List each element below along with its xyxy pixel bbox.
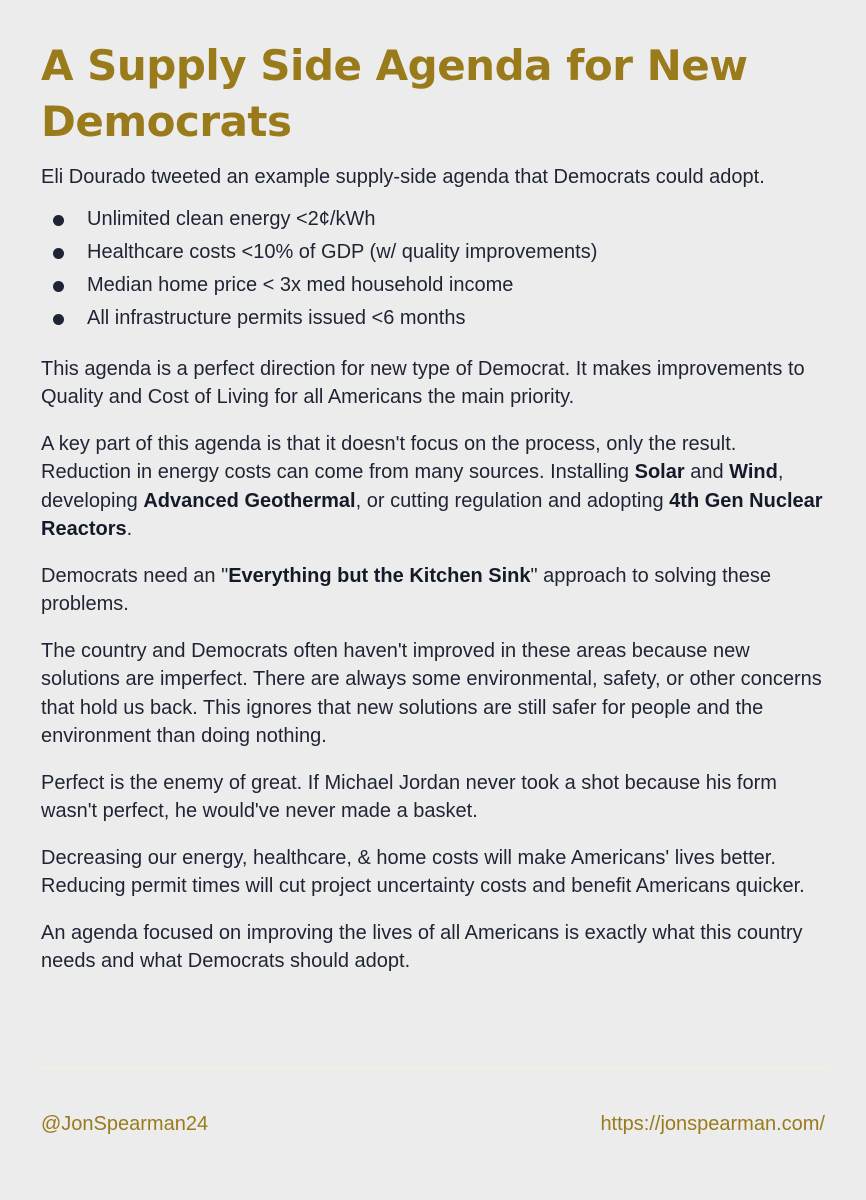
intro-paragraph: Eli Dourado tweeted an example supply-side agenda that Democrats could adopt.: [41, 166, 765, 188]
footer-url[interactable]: https://jonspearman.com/: [600, 1113, 825, 1135]
article: [41, 38, 831, 976]
list-item: [41, 269, 831, 302]
bold-solar: Solar: [634, 461, 685, 483]
paragraph-jordan: Perfect is the enemy of great. If Michael Jordan never took a shot because his form wasn't perfect, he would've never made a basket.: [41, 771, 777, 822]
text-run: .: [126, 518, 133, 540]
list-item-text: Median home price < 3x med household income: [87, 273, 514, 296]
list-item-text: Healthcare costs <10% of GDP (w/ quality improvements): [87, 240, 598, 263]
list-item-text: All infrastructure permits issued <6 months: [87, 306, 466, 329]
bold-wind: Wind: [729, 461, 778, 483]
text-run: , or cutting regulation and adopting: [355, 489, 670, 512]
bullet-icon: [53, 215, 64, 226]
paragraph-kitchen-sink: [41, 562, 831, 619]
text-run: , developing: [41, 461, 784, 512]
list-item: [41, 236, 831, 269]
text-run: " approach to solving these problems.: [41, 564, 772, 615]
text-run: A key part of this agenda is that it doesn't focus on the process, only the result. Reduction in energy costs can come from many sources. Installing: [41, 432, 737, 483]
paragraph-conclusion: An agenda focused on improving the lives of all Americans is exactly what this country needs and what Democrats should adopt.: [41, 921, 803, 972]
footer-handle[interactable]: @JonSpearman24: [41, 1113, 209, 1135]
bullet-icon: [53, 248, 64, 259]
list-item-text: Unlimited clean energy <2¢/kWh: [87, 207, 376, 230]
bold-geothermal: Advanced Geothermal: [143, 489, 356, 512]
paragraph-imperfect: The country and Democrats often haven't improved in these areas because new solutions are imperfect. There are always some environmental, safety, or other concerns that hold us back. This ignores that new solutions are still safer for people and the environment than doing nothing.: [41, 639, 822, 747]
bullet-icon: [53, 314, 64, 325]
list-item: [41, 203, 831, 236]
text-run: Democrats need an ": [41, 564, 229, 587]
list-item: [41, 302, 831, 335]
bold-kitchen-sink: Everything but the Kitchen Sink: [228, 564, 531, 587]
paragraph-process: [41, 430, 831, 544]
bullet-icon: [53, 281, 64, 292]
text-run: and: [684, 461, 730, 483]
article-title: A Supply Side Agenda for New Democrats: [41, 41, 748, 146]
footer-divider: [41, 1067, 825, 1069]
agenda-list: [41, 203, 831, 335]
paragraph-costs: Decreasing our energy, healthcare, & home costs will make Americans' lives better. Reducing permit times will cut project uncertainty costs and benefit Americans quicker.: [41, 846, 805, 897]
bold-nuclear: 4th Gen Nuclear Reactors: [41, 489, 823, 540]
paragraph-priority: This agenda is a perfect direction for new type of Democrat. It makes improvements to Quality and Cost of Living for all Americans the main priority.: [41, 357, 805, 408]
